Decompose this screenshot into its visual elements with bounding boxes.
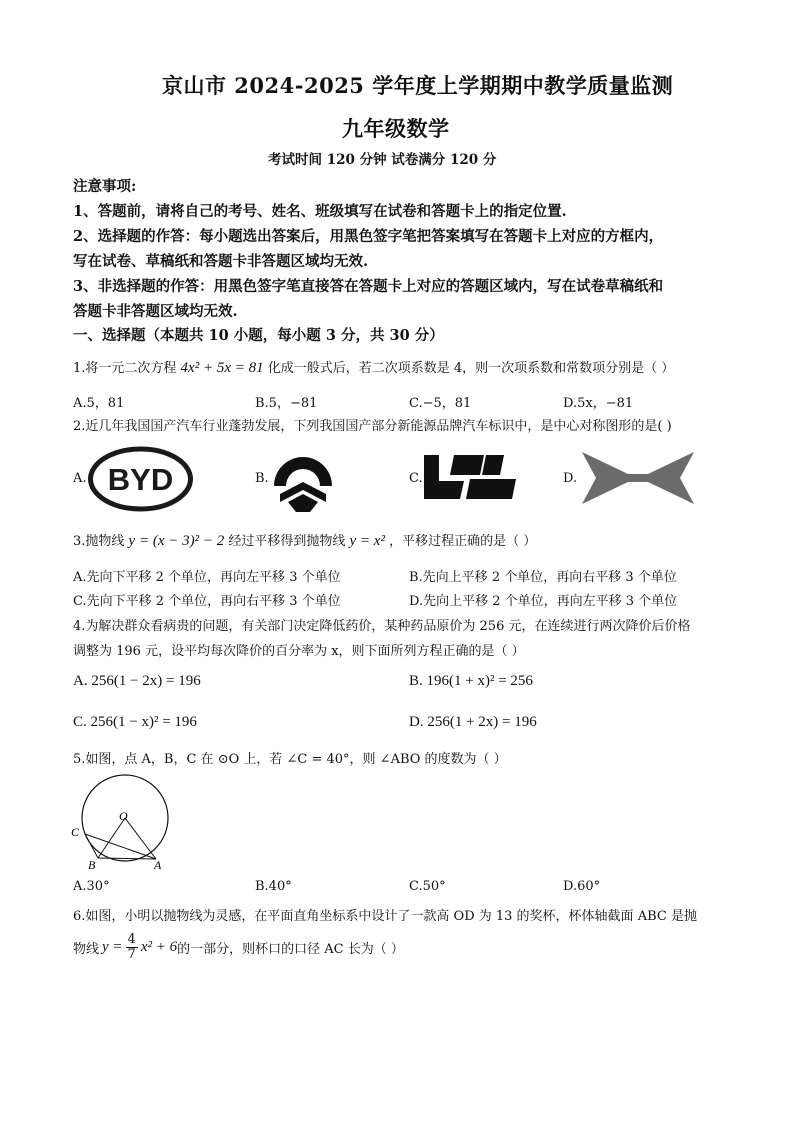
q4-option-d: D. 256(1 + 2x) = 196 bbox=[409, 714, 537, 730]
exam-subtitle: 九年级数学 bbox=[342, 116, 450, 141]
q2-option-a: A. bbox=[73, 471, 87, 486]
q6-denominator: 7 bbox=[127, 947, 136, 962]
q5-option-a: A.30° bbox=[73, 879, 110, 894]
question-6-line-1: 6.如图，小明以抛物线为灵感，在平面直角坐标系中设计了一款高 OD 为 13 的奖杯，杯体轴截面 ABC 是抛 bbox=[73, 909, 697, 924]
byd-logo-icon bbox=[88, 446, 193, 512]
notes-heading: 注意事项: bbox=[73, 178, 137, 195]
q4-option-a: A. 256(1 − 2x) = 196 bbox=[73, 673, 201, 689]
q3-equation-1: y = (x − 3)² − 2 bbox=[128, 533, 225, 549]
question-2: 2.近几年我国国产汽车行业蓬勃发展，下列我国国产部分新能源品牌汽车标识中，是中心对称图形的是( ) bbox=[73, 419, 672, 434]
note-3-line-1: 3、非选择题的作答：用黑色签字笔直接答在答题卡上对应的答题区域内，写在试卷草稿纸和 bbox=[73, 278, 664, 295]
nio-logo-icon bbox=[268, 446, 338, 516]
q3-middle: 经过平移得到抛物线 bbox=[228, 534, 346, 549]
q3-equation-2: y = x² bbox=[349, 533, 385, 549]
q3-option-a: A.先向下平移 2 个单位，再向左平移 3 个单位 bbox=[73, 570, 341, 585]
label-c: C bbox=[71, 825, 80, 839]
q2-option-d: D. bbox=[563, 471, 578, 486]
q1-equation: 4x² + 5x = 81 bbox=[180, 360, 264, 376]
label-o: O bbox=[119, 809, 128, 823]
x-brand-logo-icon bbox=[582, 452, 694, 504]
exam-title: 京山市 2024-2025 学年度上学期期中教学质量监测 bbox=[162, 73, 674, 98]
q4-option-c: C. 256(1 − x)² = 196 bbox=[73, 714, 197, 730]
q3-suffix: ，平移过程正确的是（ ） bbox=[389, 534, 537, 549]
question-3 bbox=[73, 530, 536, 550]
q1-option-d: D.5x，−81 bbox=[563, 396, 634, 411]
note-1: 1、答题前，请将自己的考号、姓名、班级填写在试卷和答题卡上的指定位置. bbox=[73, 203, 567, 220]
section-heading: 一、选择题（本题共 10 小题，每小题 3 分，共 30 分） bbox=[73, 327, 444, 344]
question-1 bbox=[73, 357, 674, 377]
circle-diagram bbox=[68, 772, 180, 872]
q1-option-a: A.5，81 bbox=[73, 396, 125, 411]
question-4-line-1: 4.为解决群众看病贵的问题，有关部门决定降低药价，某种药品原价为 256 元，在连续进行两次降价后价格 bbox=[73, 619, 691, 634]
q5-option-b: B.40° bbox=[255, 879, 292, 894]
q1-suffix: 化成一般式后，若二次项系数是 4，则一次项系数和常数项分别是（ ） bbox=[267, 361, 675, 376]
label-a: A bbox=[154, 858, 162, 872]
q1-option-b: B.5，−81 bbox=[255, 396, 318, 411]
note-2-line-1: 2、选择题的作答：每小题选出答案后，用黑色签字笔把答案填写在答题卡上对应的方框内， bbox=[73, 228, 664, 245]
q5-option-d: D.60° bbox=[563, 879, 601, 894]
byd-logo-text: BYD bbox=[107, 462, 174, 497]
q4-option-b: B. 196(1 + x)² = 256 bbox=[409, 673, 533, 689]
q6-eq-y: y = bbox=[102, 939, 123, 955]
exam-info: 考试时间 120 分钟 试卷满分 120 分 bbox=[268, 152, 497, 168]
question-4-line-2: 调整为 196 元，设平均每次降价的百分率为 x，则下面所列方程正确的是（ ） bbox=[73, 644, 525, 659]
q2-option-b: B. bbox=[255, 471, 269, 486]
q6-fraction bbox=[126, 933, 138, 962]
q1-option-c: C.−5，81 bbox=[409, 396, 472, 411]
q3-option-c: C.先向下平移 2 个单位，再向右平移 3 个单位 bbox=[73, 594, 341, 609]
q3-option-d: D.先向上平移 2 个单位，再向左平移 3 个单位 bbox=[409, 594, 678, 609]
q6-prefix: 物线 bbox=[73, 942, 100, 957]
question-5: 5.如图，点 A，B，C 在 ⊙O 上，若 ∠C = 40°，则 ∠ABO 的度数为（ ） bbox=[73, 752, 507, 767]
question-6-line-2 bbox=[73, 933, 404, 962]
note-3-line-2: 答题卡非答题区域均无效. bbox=[73, 303, 238, 320]
q2-option-c: C. bbox=[409, 471, 423, 486]
q1-prefix: 1.将一元二次方程 bbox=[73, 361, 177, 376]
label-b: B bbox=[88, 858, 96, 872]
q3-prefix: 3.抛物线 bbox=[73, 534, 125, 549]
q6-numerator: 4 bbox=[127, 932, 136, 947]
q3-option-b: B.先向上平移 2 个单位，再向右平移 3 个单位 bbox=[409, 570, 677, 585]
q6-suffix: 的一部分，则杯口的口径 AC 长为（ ） bbox=[177, 942, 404, 957]
q5-option-c: C.50° bbox=[409, 879, 446, 894]
li-auto-logo-icon bbox=[424, 455, 516, 499]
note-2-line-2: 写在试卷、草稿纸和答题卡非答题区域均无效. bbox=[73, 253, 369, 270]
q6-eq-rest: x² + 6 bbox=[140, 939, 178, 955]
